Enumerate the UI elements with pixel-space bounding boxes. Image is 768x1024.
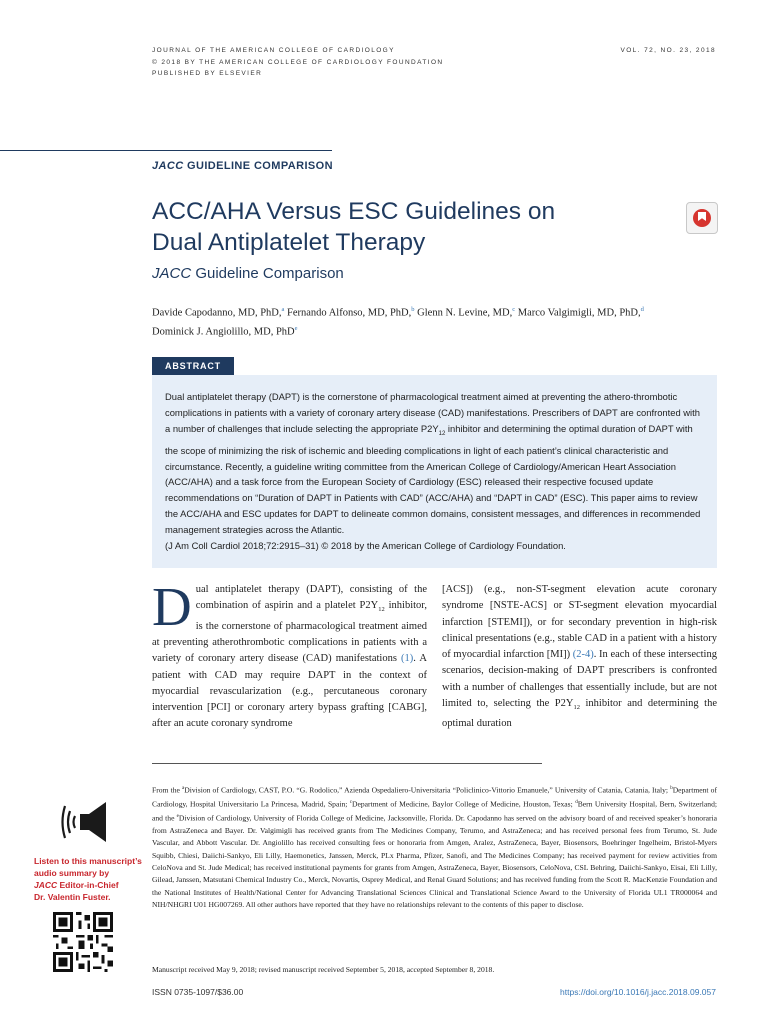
subtitle-jacc: JACC [152, 265, 192, 282]
audio-jacc: JACC [34, 880, 58, 890]
audio-line-1: Listen to this manuscript’s [34, 856, 142, 866]
title-line-2: Dual Antiplatelet Therapy [152, 229, 426, 256]
article-kicker [152, 160, 333, 172]
author-list [152, 302, 717, 340]
crossmark-icon[interactable] [686, 202, 718, 234]
journal-header [152, 45, 444, 80]
body-right-1: [ACS]) (e.g., non-ST-segment elevation acute coronary syndrome [NSTE-ACS] or ST-segment elevation myocardial infarction [STEMI]), or for secondary prevention in high-risk clinical presentations (e.g., stable CAD in a patient with a history of myocardial infarction [MI]) [442, 584, 717, 661]
body-left-subscript: 12 [378, 606, 385, 614]
author-affiliation[interactable]: c [512, 306, 516, 313]
body-right-3: inhibitor and determining the optimal duration [442, 698, 717, 730]
body-left-3: . A patient with CAD may require DAPT in the context of myocardial revascularization (e.g., percutaneous coronary intervention [PCI] or coronary artery bypass grafting [CABG], after an acute coronary syndrome [152, 653, 427, 730]
author-name: Marco Valgimigli, MD, PhD, [515, 307, 641, 319]
title-line-1: ACC/AHA Versus ESC Guidelines on [152, 198, 556, 225]
journal-name: JOURNAL OF THE AMERICAN COLLEGE OF CARDIOLOGY [152, 47, 395, 54]
abstract-citation: (J Am Coll Cardiol 2018;72:2915–31) © 2018 by the American College of Cardiology Foundation. [165, 540, 566, 552]
author-name: Fernando Alfonso, MD, PhD, [284, 307, 412, 319]
footnote-sup: a [182, 786, 185, 791]
affiliations-footnote [152, 783, 717, 912]
author-name: Dominick J. Angiolillo, MD, PhD [152, 326, 295, 338]
footnote-text: From the [152, 785, 183, 795]
author-affiliation[interactable]: d [640, 306, 644, 313]
footnote-text: Division of Cardiology, CAST, P.O. “G. Rodolico,” Azienda Ospedaliero-Universitaria “Policlinico-Vittorio Emanuele,” University of Catania, Catania, Italy; [184, 785, 671, 795]
author-affiliation[interactable]: e [294, 325, 298, 332]
footnote-sup: e [176, 813, 179, 819]
author-affiliation[interactable]: b [411, 306, 415, 313]
audio-line-4: Dr. Valentin Fuster. [34, 892, 111, 902]
article-subtitle [152, 265, 344, 282]
author-name: Davide Capodanno, MD, PhD, [152, 307, 282, 319]
header-divider [0, 150, 332, 151]
body-left-2: inhibitor, is the cornerstone of pharmacological treatment aimed at preventing atherothrombotic complications in patients with a variety of coronary artery disease (CAD) manifestations [152, 600, 427, 665]
abstract-text [165, 389, 704, 554]
abstract-part-2: inhibitor and determining the optimal duration of DAPT with the scope of minimizing the risk of ischemic and bleeding complications in light of each patient’s clinical characteristic and circumstance. Recently, a guideline writing committee from the American College of Cardiology/American Heart Association (ACC/AHA) and a task force from the European Society of Cardiology (ESC) released their respective focused update recommendations on “Duration of DAPT in Patients with CAD” (ACC/AHA) and “DAPT in CAD” (ESC). This paper aims to review the ACC/AHA and ESC updates for DAPT to delineate common domains, consistent messages, and differences in recommended management strategies across the Atlantic. [165, 422, 701, 536]
abstract-part-1: Dual antiplatelet therapy (DAPT) is the cornerstone of pharmacological treatment aimed at preventing the athero-thrombotic complications in patients with a variety of coronary artery disease (CAD) manifestations. Prescribers of DAPT are confronted with a number of challenges that include selecting the appropriate P2Y [165, 391, 700, 434]
drop-cap: D [152, 576, 192, 637]
footnote-text: Division of Cardiology, University of Florida College of Medicine, Jacksonville, Florida. Dr. Capodanno has served on the advisory board of and received speaker’s honoraria from AstraZeneca and Bayer. Dr. Valgimigli has received grants from The Medicines Company, Terumo, and AstraZeneca; and has received personal fees from Terumo, St. Jude Vascular, and Abbott Vascular. Dr. Angiolillo has received consulting fees or honoraria from Amgen, Aralez, AstraZeneca, Bayer, Biosensors, Boehringer Ingelheim, Bristol-Myers Squibb, Chiesi, Daiichi-Sankyo, Eli Lilly, Haemonetics, Janssen, Merck, PLx Pharma, Pfizer, Sanofi, and The Medicines Company; has received payment for review activities from CeloNova and St. Jude Medical; has received institutional payments for grants from Amgen, AstraZeneca, Bayer, Biosensors, CeloNova, CSL Behring, Daiichi-Sankyo, Eisai, Eli Lilly, Gilead, Janssen, Matsutani Chemical Industry Co., Merck, Novartis, Osprey Medical, and Renal Guard Solutions; and has received funding from the Scott R. MacKenzie Foundation and the National Institutes of Health/National Center for Advancing Translational Sciences Clinical and Translational Science Award to the University of Florida UL1 TR000064 and NIH/NHGRI U01 HG007269. All other authors have reported that they have no relationships relevant to the contents of this paper to disclose. [152, 813, 717, 910]
article-title [152, 196, 672, 258]
volume-info: VOL. 72, NO. 23, 2018 [620, 47, 716, 54]
body-right-2: . In each of these intersecting scenarios, decision-making of DAPT prescribers is confronted with a number of challenges that essentially include, but are not limited to, selecting the P2Y [442, 649, 717, 710]
footnote-text: Department of Cardiology, Hospital Universitario La Princesa, Madrid, Spain; [152, 785, 717, 809]
footnote-text: Bern University Hospital, Bern, Switzerland; and the [152, 799, 717, 823]
manuscript-received: Manuscript received May 9, 2018; revised manuscript received September 5, 2018, accepted September 8, 2018. [152, 965, 495, 974]
footnote-sup: b [670, 786, 673, 791]
audio-summary-link[interactable] [34, 855, 142, 903]
footnote-sup: d [575, 799, 578, 805]
kicker-jacc: JACC [152, 160, 184, 172]
journal-publisher: PUBLISHED BY ELSEVIER [152, 70, 263, 77]
journal-copyright: © 2018 BY THE AMERICAN COLLEGE OF CARDIOLOGY FOUNDATION [152, 58, 444, 66]
footnote-text: Department of Medicine, Baylor College of Medicine, Houston, Texas; [352, 799, 576, 809]
abstract-heading: ABSTRACT [152, 357, 234, 375]
reference-link[interactable]: (1) [401, 653, 414, 665]
body-left-1: ual antiplatelet therapy (DAPT), consisting of the combination of aspirin and a platelet P2Y [195, 584, 427, 612]
body-right-subscript: 12 [573, 704, 580, 712]
reference-link[interactable]: (2-4) [572, 649, 594, 661]
qr-code-icon[interactable] [53, 912, 113, 972]
doi-link[interactable]: https://doi.org/10.1016/j.jacc.2018.09.057 [560, 987, 716, 997]
footnote-divider [152, 763, 542, 764]
audio-line-3 [34, 879, 142, 891]
author-name: Glenn N. Levine, MD, [414, 307, 513, 319]
footnote-sup: c [349, 799, 353, 805]
body-column-left [152, 576, 427, 733]
abstract-box [152, 375, 717, 568]
audio-editor: Editor-in-Chief [57, 880, 119, 890]
abstract-subscript: 12 [438, 430, 446, 437]
kicker-rest: GUIDELINE COMPARISON [183, 160, 333, 172]
body-column-right [442, 582, 717, 733]
speaker-icon[interactable] [60, 800, 110, 844]
issn: ISSN 0735-1097/$36.00 [152, 987, 244, 997]
crossmark-badge [693, 209, 711, 227]
subtitle-rest: Guideline Comparison [191, 265, 344, 282]
author-affiliation[interactable]: a [281, 306, 285, 313]
audio-line-2: audio summary by [34, 868, 110, 878]
